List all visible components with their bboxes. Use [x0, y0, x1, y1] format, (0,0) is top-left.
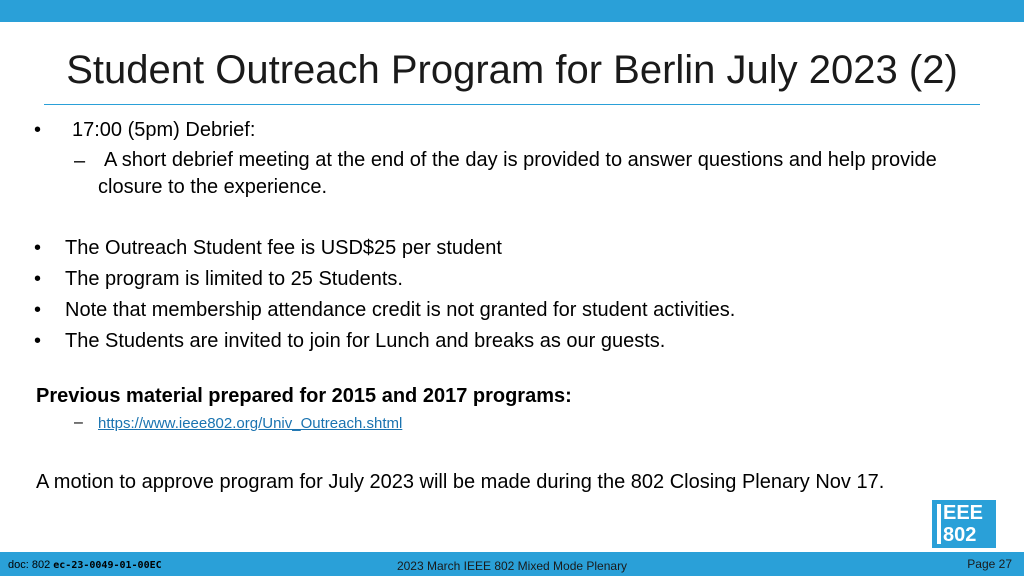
slide-title: Student Outreach Program for Berlin July 2023 (2)	[66, 48, 958, 92]
bullet-text: Note that membership attendance credit is not granted for student activities.	[65, 299, 736, 321]
sub-bullet-text: A short debrief meeting at the end of the day is provided to answer questions and help provide closure to the experience.	[98, 149, 937, 198]
bullet-marker: •	[34, 299, 42, 321]
footer-doc-prefix: doc: 802	[8, 559, 51, 571]
sub-bullet-marker: –	[74, 150, 86, 172]
bullet-marker: •	[34, 330, 42, 352]
bullet-text: 17:00 (5pm) Debrief:	[72, 119, 256, 141]
footer-doc-id: ec-23-0049-01-00EC	[53, 560, 162, 571]
footer-event: 2023 March IEEE 802 Mixed Mode Plenary	[396, 559, 628, 573]
bullet-marker: •	[34, 119, 42, 141]
previous-material-heading: Previous material prepared for 2015 and 2017 programs:	[36, 385, 572, 407]
outreach-link[interactable]: https://www.ieee802.org/Univ_Outreach.shtml	[98, 415, 403, 432]
logo-text-top: EEE	[943, 502, 984, 524]
title-divider	[44, 104, 980, 105]
link-marker: –	[74, 414, 83, 431]
footer-page-number: Page 27	[967, 557, 1012, 571]
bullet-marker: •	[34, 268, 42, 290]
bullet-text: The program is limited to 25 Students.	[65, 268, 403, 290]
bullet-text: The Outreach Student fee is USD$25 per student	[65, 237, 502, 259]
logo-bar-icon	[937, 504, 941, 544]
top-accent-bar	[0, 0, 1024, 22]
logo-text-bottom: 802	[943, 524, 977, 546]
bullet-text: The Students are invited to join for Lunch and breaks as our guests.	[65, 330, 666, 352]
footer-bar	[0, 552, 1024, 576]
bullet-marker: •	[34, 237, 42, 259]
ieee-802-logo	[932, 500, 996, 548]
motion-statement: A motion to approve program for July 2023 will be made during the 802 Closing Plenary Nov 17.	[36, 471, 885, 493]
